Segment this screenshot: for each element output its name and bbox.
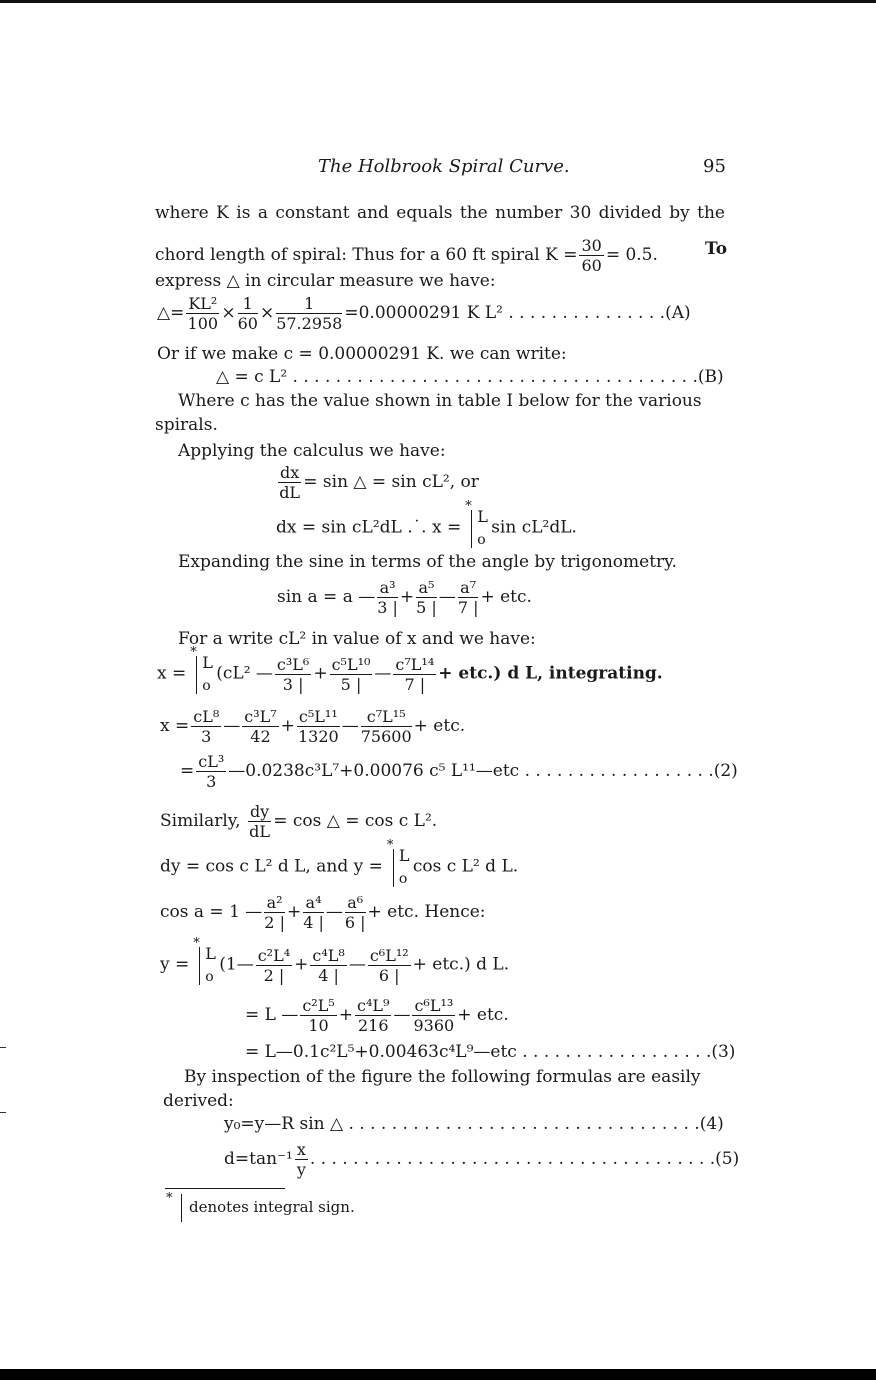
fraction: $\frac{30}{60}$: [581, 236, 602, 275]
equation-5: d=tan⁻¹ $\frac{x}{y}$ . . . . . . . . . . . . . . . . . . . . . . . . . . . . . . . . . . . . . .(5): [224, 1140, 740, 1179]
page-number: 95: [703, 156, 726, 177]
equation-dxdl: $\frac{dx}{dL}$ = sin △ = sin cL², or: [279, 463, 479, 502]
equation-x-series-integral: x = * L o (cL² — $\frac{\text{c³L⁶}}{3 |}$ + $\frac{\text{c⁵L¹⁰}}{5 |}$ — $\frac{\text{c⁷L¹⁴}}{7 |}$ + etc.) d L, integrating.: [157, 645, 663, 694]
paragraph-line: express △ in circular measure we have:: [155, 271, 496, 291]
equation-sin-series: sin a = a — $\frac{\text{a³}}{3 |}$ + $\frac{\text{a⁵}}{5 |}$ — $\frac{\text{a⁷}}{7 |}$ + etc.: [277, 578, 532, 617]
bottom-border: [0, 1369, 876, 1380]
footnote-star: *: [166, 1191, 173, 1206]
footnote-text: denotes integral sign.: [189, 1198, 355, 1216]
equation-b: △ = c L² . . . . . . . . . . . . . . . . . . . . . . . . . . . . . . . . . . . . . .(B): [216, 367, 724, 387]
equation-dydl: Similarly, $\frac{dy}{dL}$ = cos △ = cos c L².: [160, 802, 438, 841]
integral-sign: * L o: [465, 499, 488, 548]
paragraph-line: Where c has the value shown in table I below for the various: [178, 391, 702, 411]
margin-mark: [0, 1047, 6, 1048]
equation-y-integral: dy = cos c L² d L, and y = * L o cos c L² d L.: [160, 838, 519, 887]
paragraph-line: For a write cL² in value of x and we have:: [178, 629, 536, 649]
equation-cos-series: cos a = 1 — $\frac{\text{a²}}{2 |}$ + $\frac{\text{a⁴}}{4 |}$ — $\frac{\text{a⁶}}{6 |}$ + etc. Hence:: [160, 893, 486, 932]
paragraph-line: derived:: [163, 1091, 234, 1111]
equation-y-series: = L — $\frac{\text{c²L⁵}}{10}$ + $\frac{\text{c⁴L⁹}}{216}$ — $\frac{\text{c⁶L¹³}}{9360}$ + etc.: [245, 996, 509, 1035]
paragraph-line: By inspection of the figure the following formulas are easily: [184, 1067, 701, 1087]
paragraph-line: Expanding the sine in terms of the angle by trigonometry.: [178, 552, 677, 572]
equation-y-series-integral: y = * L o (1— $\frac{\text{c²L⁴}}{2 |}$ + $\frac{\text{c⁴L⁸}}{4 |}$ — $\frac{\text{c⁶L¹²}}{6 |}$ + etc.) d L.: [160, 936, 510, 985]
footnote-integral-bar: [181, 1194, 182, 1222]
top-border: [0, 0, 876, 3]
equation-x-integral: dx = sin cL²dL .˙. x = * L o sin cL²dL.: [276, 499, 577, 548]
equation-2: = $\frac{\text{cL³}}{3}$ —0.0238c³L⁷+0.00076 c⁵ L¹¹—etc . . . . . . . . . . . . . . . . . .(2): [180, 752, 738, 791]
equation-a: △= $\frac{\text{KL²}}{100}$ × $\frac{1}{60}$ × $\frac{1}{57.2958}$ =0.00000291 K L² . . . . . . . . . . . . . . .(A): [157, 294, 691, 333]
paragraph-line: Applying the calculus we have:: [178, 441, 446, 461]
equation-x-series: x = $\frac{\text{cL⁸}}{3}$ — $\frac{\text{c³L⁷}}{42}$ + $\frac{\text{c⁵L¹¹}}{1320}$ — $\frac{\text{c⁷L¹⁵}}{75600}$ + etc.: [160, 707, 466, 746]
paragraph-line: To: [705, 239, 728, 259]
paragraph-line: chord length of spiral: Thus for a 60 ft spiral K = $\frac{30}{60}$ = 0.5.: [155, 236, 658, 275]
paragraph-line: spirals.: [155, 415, 218, 435]
margin-mark: [0, 1112, 6, 1113]
running-title: The Holbrook Spiral Curve.: [318, 156, 570, 177]
equation-4: y₀=y—R sin △ . . . . . . . . . . . . . . . . . . . . . . . . . . . . . . . . .(4): [224, 1114, 724, 1134]
paragraph-line: where K is a constant and equals the number 30 divided by the: [155, 203, 725, 223]
equation-3: = L—0.1c²L⁵+0.00463c⁴L⁹—etc . . . . . . . . . . . . . . . . . .(3): [245, 1042, 736, 1062]
paragraph-line: Or if we make c = 0.00000291 K. we can write:: [157, 344, 567, 364]
footnote-rule: [165, 1188, 285, 1189]
